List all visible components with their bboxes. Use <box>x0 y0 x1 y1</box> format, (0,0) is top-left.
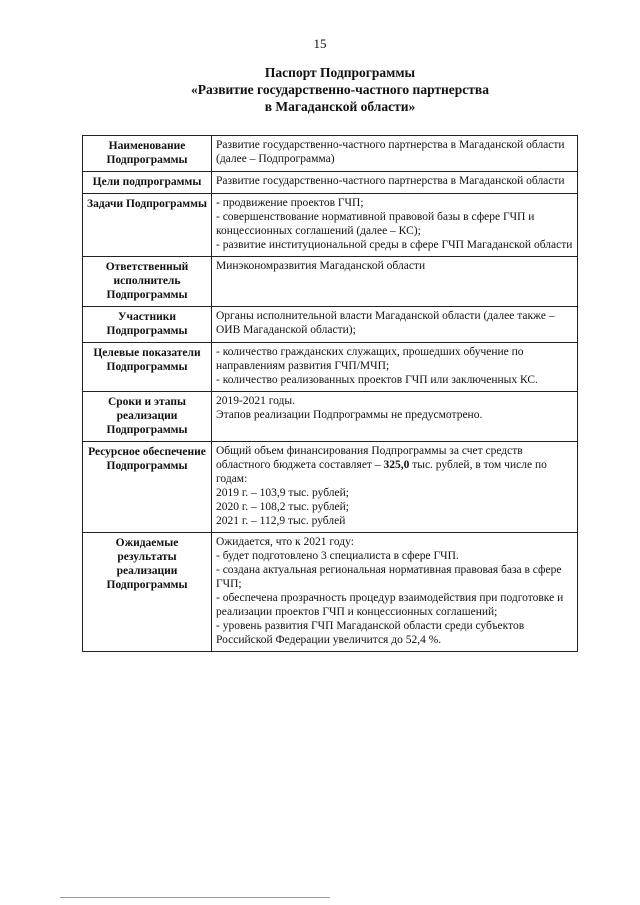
row-label-resources: Ресурсное обеспечение Подпрограммы <box>83 442 212 533</box>
table-row <box>83 136 578 172</box>
row-content-indicators <box>212 343 578 392</box>
bottom-rule <box>60 897 330 898</box>
funding-amount: 325,0 <box>383 459 410 471</box>
row-content-tasks <box>212 194 578 257</box>
row-label-results: Ожидаемые результаты реализации Подпрограммы <box>83 533 212 652</box>
row-label-executor: Ответственный исполнитель Подпрограммы <box>83 257 212 307</box>
content-line: 2019-2021 годы. <box>216 395 296 407</box>
content-line: - будет подготовлено 3 специалиста в сфере ГЧП. <box>216 550 459 562</box>
content-line: 2021 г. – 112,9 тыс. рублей <box>216 515 346 527</box>
row-label-indicators: Целевые показатели Подпрограммы <box>83 343 212 392</box>
funding-tail: тыс. рублей, в том числе по годам: <box>216 459 547 485</box>
content-line: 2019 г. – 103,9 тыс. рублей; <box>216 487 349 499</box>
table-row <box>83 392 578 442</box>
title-line-2: «Развитие государственно-частного партнерства <box>191 82 489 97</box>
row-content-resources <box>212 442 578 533</box>
content-line: - количество реализованных проектов ГЧП или заключенных КС. <box>216 374 538 386</box>
row-content-timing <box>212 392 578 442</box>
content-line: - создана актуальная региональная нормативная правовая база в сфере ГЧП; <box>216 564 562 590</box>
content-line: Развитие государственно-частного партнерства в Магаданской области <box>216 175 565 187</box>
funding-paragraph <box>216 444 573 486</box>
row-label-tasks: Задачи Подпрограммы <box>83 194 212 257</box>
title-line-1: Паспорт Подпрограммы <box>264 65 416 80</box>
table-row <box>83 194 578 257</box>
row-content-goals <box>212 172 578 194</box>
content-line: - совершенствование нормативной правовой базы в сфере ГЧП и концессионных соглашений (далее – КС); <box>216 211 535 237</box>
table-row <box>83 172 578 194</box>
content-line: Минэкономразвития Магаданской области <box>216 260 426 272</box>
row-label-name: Наименование Подпрограммы <box>83 136 212 172</box>
content-line: Ожидается, что к 2021 году: <box>216 536 354 548</box>
row-label-timing: Сроки и этапы реализации Подпрограммы <box>83 392 212 442</box>
content-line: Органы исполнительной власти Магаданской области (далее также – ОИВ Магаданской области); <box>216 310 555 336</box>
row-label-participants: Участники Подпрограммы <box>83 307 212 343</box>
row-content-participants <box>212 307 578 343</box>
passport-table <box>82 135 578 652</box>
table-row <box>83 442 578 533</box>
funding-intro: Общий объем финансирования Подпрограммы за счет средств областного бюджета составляет – <box>216 445 523 471</box>
content-line: - уровень развития ГЧП Магаданской области среди субъектов Российской Федерации увеличится до 52,4 %. <box>216 620 525 646</box>
table-row <box>83 257 578 307</box>
table-row <box>83 533 578 652</box>
title-line-3: в Магаданской области» <box>264 99 416 114</box>
table-row <box>83 343 578 392</box>
content-line: - количество гражданских служащих, прошедших обучение по направлениям развития ГЧП/МЧП; <box>216 346 524 372</box>
content-line: - обеспечена прозрачность процедур взаимодействия при подготовке и реализации проектов ГЧП и концессионных соглашений; <box>216 592 564 618</box>
page-title <box>80 64 600 115</box>
content-line: 2020 г. – 108,2 тыс. рублей; <box>216 501 349 513</box>
row-content-executor <box>212 257 578 307</box>
content-line: - развитие институциональной среды в сфере ГЧП Магаданской области <box>216 239 573 251</box>
row-content-name <box>212 136 578 172</box>
table-row <box>83 307 578 343</box>
content-line: Развитие государственно-частного партнерства в Магаданской области (далее – Подпрограмма) <box>216 139 565 165</box>
row-content-results <box>212 533 578 652</box>
page-number: 15 <box>313 36 327 51</box>
content-line: - продвижение проектов ГЧП; <box>216 197 364 209</box>
content-line: Этапов реализации Подпрограммы не предусмотрено. <box>216 409 483 421</box>
row-label-goals: Цели подпрограммы <box>83 172 212 194</box>
